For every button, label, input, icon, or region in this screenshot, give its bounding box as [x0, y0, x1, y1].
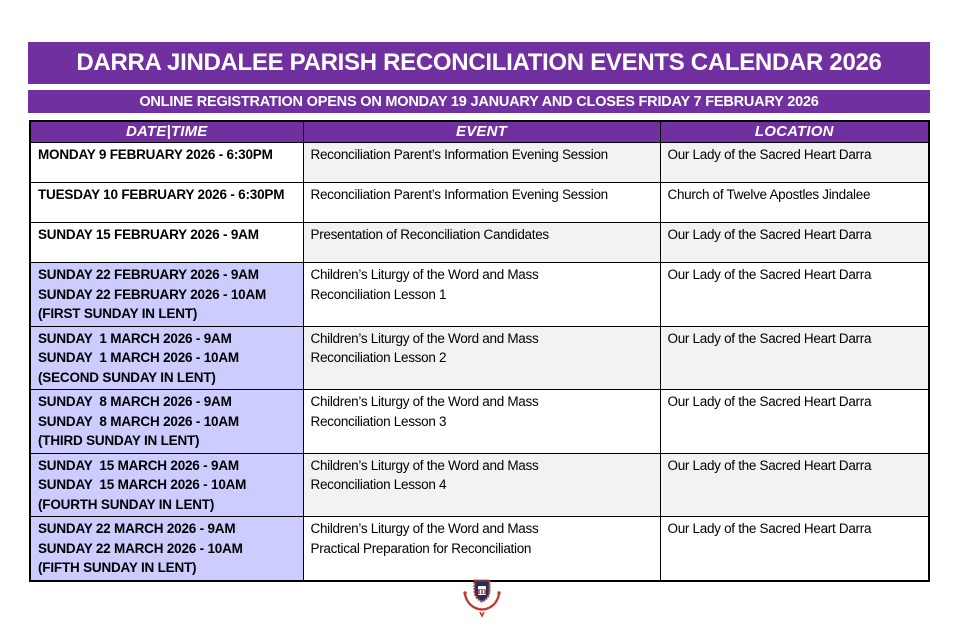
- header-date-time: DATE|TIME: [30, 121, 303, 143]
- table-row: [30, 326, 929, 390]
- events-table: [29, 120, 930, 582]
- table-header-row: [30, 121, 929, 143]
- location-cell: Our Lady of the Sacred Heart Darra: [660, 453, 929, 517]
- table-row: [30, 453, 929, 517]
- location-cell: Our Lady of the Sacred Heart Darra: [660, 517, 929, 581]
- event-cell: Children’s Liturgy of the Word and Mass Reconciliation Lesson 2: [303, 326, 660, 390]
- table-row: [30, 517, 929, 581]
- location-cell: Our Lady of the Sacred Heart Darra: [660, 326, 929, 390]
- event-cell: Children’s Liturgy of the Word and Mass Reconciliation Lesson 3: [303, 390, 660, 454]
- event-cell: Children’s Liturgy of the Word and Mass Reconciliation Lesson 1: [303, 263, 660, 327]
- event-cell: Children’s Liturgy of the Word and Mass Reconciliation Lesson 4: [303, 453, 660, 517]
- page-title: DARRA JINDALEE PARISH RECONCILIATION EVENTS CALENDAR 2026: [28, 42, 930, 84]
- location-cell: Our Lady of the Sacred Heart Darra: [660, 223, 929, 263]
- date-cell: TUESDAY 10 FEBRUARY 2026 - 6:30PM: [30, 183, 303, 223]
- parish-crest-icon: [461, 579, 503, 619]
- table-row: [30, 263, 929, 327]
- table-row: [30, 183, 929, 223]
- table-row: [30, 390, 929, 454]
- svg-text:m: m: [477, 586, 487, 597]
- date-cell: SUNDAY 8 MARCH 2026 - 9AM SUNDAY 8 MARCH 2026 - 10AM (THIRD SUNDAY IN LENT): [30, 390, 303, 454]
- event-cell: Reconciliation Parent’s Information Evening Session: [303, 143, 660, 183]
- event-cell: Presentation of Reconciliation Candidates: [303, 223, 660, 263]
- date-cell: SUNDAY 22 FEBRUARY 2026 - 9AM SUNDAY 22 FEBRUARY 2026 - 10AM (FIRST SUNDAY IN LENT): [30, 263, 303, 327]
- header-location: LOCATION: [660, 121, 929, 143]
- registration-banner: ONLINE REGISTRATION OPENS ON MONDAY 19 JANUARY AND CLOSES FRIDAY 7 FEBRUARY 2026: [28, 90, 930, 113]
- event-cell: Reconciliation Parent’s Information Evening Session: [303, 183, 660, 223]
- date-cell: SUNDAY 22 MARCH 2026 - 9AM SUNDAY 22 MARCH 2026 - 10AM (FIFTH SUNDAY IN LENT): [30, 517, 303, 581]
- date-cell: SUNDAY 15 FEBRUARY 2026 - 9AM: [30, 223, 303, 263]
- location-cell: Our Lady of the Sacred Heart Darra: [660, 143, 929, 183]
- date-cell: SUNDAY 15 MARCH 2026 - 9AM SUNDAY 15 MARCH 2026 - 10AM (FOURTH SUNDAY IN LENT): [30, 453, 303, 517]
- event-cell: Children’s Liturgy of the Word and Mass Practical Preparation for Reconciliation: [303, 517, 660, 581]
- date-cell: SUNDAY 1 MARCH 2026 - 9AM SUNDAY 1 MARCH 2026 - 10AM (SECOND SUNDAY IN LENT): [30, 326, 303, 390]
- table-row: [30, 143, 929, 183]
- location-cell: Our Lady of the Sacred Heart Darra: [660, 390, 929, 454]
- location-cell: Church of Twelve Apostles Jindalee: [660, 183, 929, 223]
- table-row: [30, 223, 929, 263]
- location-cell: Our Lady of the Sacred Heart Darra: [660, 263, 929, 327]
- header-event: EVENT: [303, 121, 660, 143]
- date-cell: MONDAY 9 FEBRUARY 2026 - 6:30PM: [30, 143, 303, 183]
